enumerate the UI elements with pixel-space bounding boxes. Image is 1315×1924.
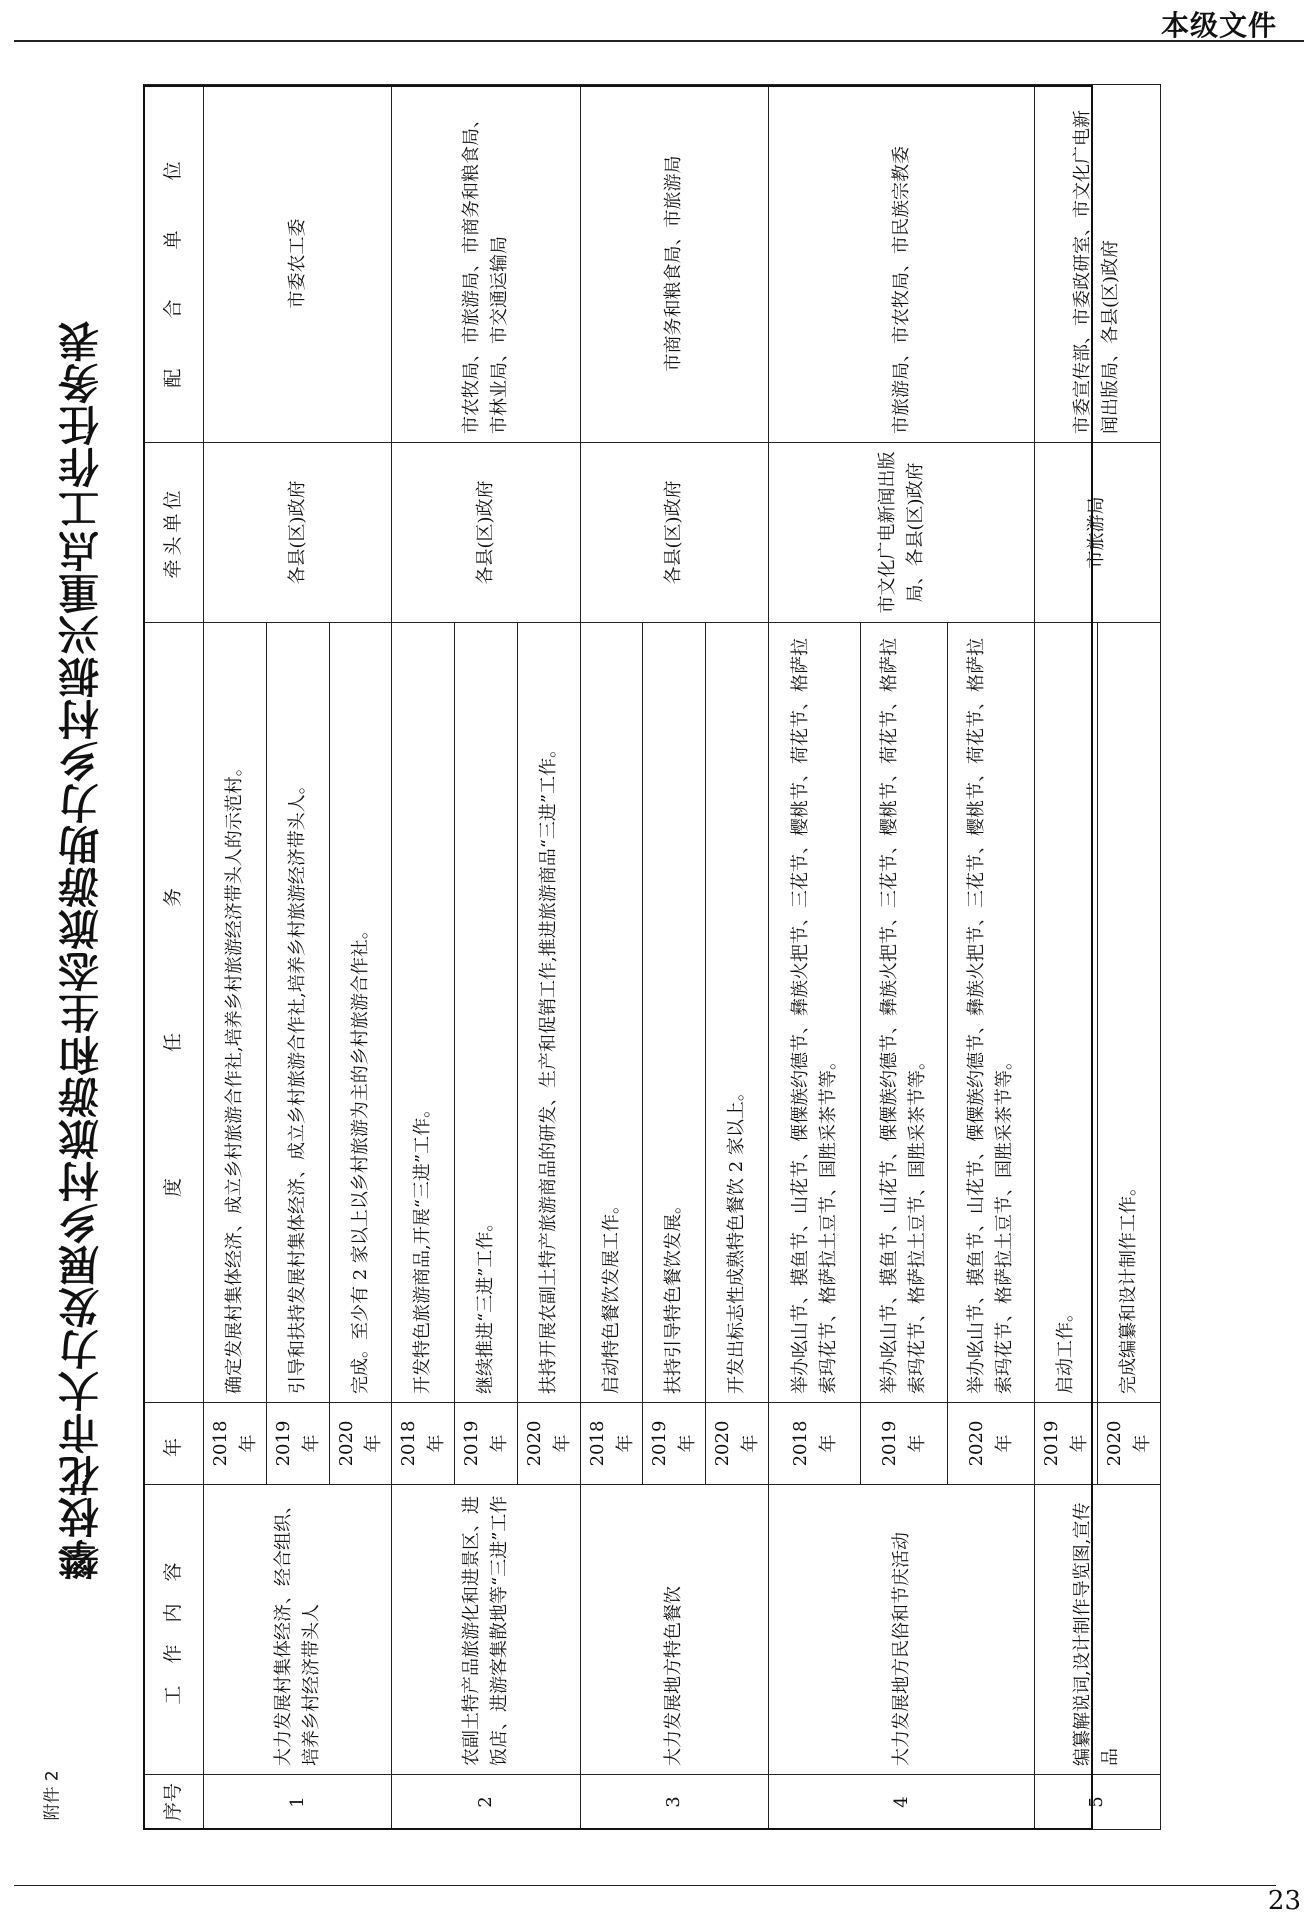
row-task: 启动工作。	[1035, 623, 1098, 1403]
header-label: 本级文件	[1160, 9, 1277, 42]
row-partner: 市委农工委	[204, 85, 392, 443]
row-lead: 各县(区)政府	[580, 443, 768, 623]
attachment-label: 附件 2	[42, 1770, 63, 1821]
task-table-wrapper	[143, 85, 1153, 1830]
row-partner: 市委宣传部、市委政研室、市文化广电新闻出版局、各县(区)政府	[1035, 85, 1161, 443]
header-task: 度 任 务	[144, 623, 204, 1403]
row-task: 扶持引导特色餐饮发展。	[643, 623, 706, 1403]
row-year: 2019 年	[1035, 1403, 1098, 1485]
row-partner: 市旅游局、市农牧局、市民族宗教委	[769, 85, 1035, 443]
row-seq: 1	[204, 1775, 392, 1830]
row-task: 举办吆山节、摸鱼节、山花节、傈僳族约德节、彝族火把节、三花节、樱桃节、荷花节、格萨拉索玛花节、格萨拉土豆节、国胜采茶节等。	[769, 623, 861, 1403]
footer-rule	[14, 1885, 1276, 1886]
row-year: 2020 年	[329, 1403, 392, 1485]
header-partner: 配 合 单 位	[144, 85, 204, 443]
row-year: 2020 年	[517, 1403, 580, 1485]
row-task: 确定发展村集体经济、成立乡村旅游合作社,培养乡村旅游经济带头人的示范村。	[204, 623, 267, 1403]
row-task: 完成。至少有 2 家以上以乡村旅游为主的乡村旅游合作社。	[329, 623, 392, 1403]
row-partner: 市农牧局、市旅游局、市商务和粮食局、市林业局、市交通运输局	[392, 85, 580, 443]
row-lead: 各县(区)政府	[392, 443, 580, 623]
table-header-row	[144, 85, 204, 1830]
header-lead: 牵头单位	[144, 443, 204, 623]
row-task: 启动特色餐饮发展工作。	[580, 623, 643, 1403]
page-title: 攀枝花市大力发展乡村旅游和生态旅游助力乡村振兴重点工作任务表	[58, 320, 106, 1580]
row-seq: 5	[1035, 1775, 1161, 1830]
row-seq: 3	[580, 1775, 768, 1830]
row-task: 继续推进“三进”工作。	[455, 623, 518, 1403]
row-content: 编纂解说词,设计制作导览图,宣传品	[1035, 1485, 1161, 1775]
row-year: 2020 年	[948, 1403, 1035, 1485]
page-number: 23	[1267, 1886, 1301, 1916]
row-content: 大力发展地方特色餐饮	[580, 1485, 768, 1775]
row-seq: 4	[769, 1775, 1035, 1830]
row-year: 2019 年	[861, 1403, 948, 1485]
row-content: 大力发展村集体经济、经合组织、培养乡村经济带头人	[204, 1485, 392, 1775]
row-task: 开发出标志性成熟特色餐饮 2 家以上。	[706, 623, 769, 1403]
row-content: 大力发展地方民俗和节庆活动	[769, 1485, 1035, 1775]
task-table	[143, 84, 1161, 1830]
row-year: 2019 年	[455, 1403, 518, 1485]
header-content: 工 作 内 容	[144, 1485, 204, 1775]
table-row	[580, 85, 643, 1830]
row-year: 2019 年	[266, 1403, 329, 1485]
row-year: 2018 年	[580, 1403, 643, 1485]
row-year: 2018 年	[204, 1403, 267, 1485]
row-lead: 各县(区)政府	[204, 443, 392, 623]
row-year: 2018 年	[392, 1403, 455, 1485]
row-seq: 2	[392, 1775, 580, 1830]
row-task: 引导和扶持发展村集体经济、成立乡村旅游合作社,培养乡村旅游经济带头人。	[266, 623, 329, 1403]
table-row	[392, 85, 455, 1830]
row-partner: 市商务和粮食局、市旅游局	[580, 85, 768, 443]
table-row	[204, 85, 267, 1830]
row-year: 2019 年	[643, 1403, 706, 1485]
table-row	[769, 85, 861, 1830]
task-table-rotated	[143, 85, 1153, 1830]
header-year: 年	[144, 1403, 204, 1485]
row-task: 举办吆山节、摸鱼节、山花节、傈僳族约德节、彝族火把节、三花节、樱桃节、荷花节、格萨拉索玛花节、格萨拉土豆节、国胜采茶节等。	[948, 623, 1035, 1403]
row-lead: 市旅游局	[1035, 443, 1161, 623]
row-task: 扶持开展农副土特产旅游商品的研发、生产和促销工作,推进旅游商品“三进”工作。	[517, 623, 580, 1403]
row-task: 开发特色旅游商品,开展“三进”工作。	[392, 623, 455, 1403]
row-task: 举办吆山节、摸鱼节、山花节、傈僳族约德节、彝族火把节、三花节、樱桃节、荷花节、格萨拉索玛花节、格萨拉土豆节、国胜采茶节等。	[861, 623, 948, 1403]
row-year: 2020 年	[706, 1403, 769, 1485]
row-task: 完成编纂和设计制作工作。	[1097, 623, 1160, 1403]
row-content: 农副土特产品旅游化和进景区、进饭店、进游客集散地等“三进”工作	[392, 1485, 580, 1775]
row-year: 2018 年	[769, 1403, 861, 1485]
row-lead: 市文化广电新闻出版局、各县(区)政府	[769, 443, 1035, 623]
table-row	[1035, 85, 1098, 1830]
row-year: 2020 年	[1097, 1403, 1160, 1485]
header-rule	[14, 40, 1304, 42]
header-seq: 序号	[144, 1775, 204, 1830]
